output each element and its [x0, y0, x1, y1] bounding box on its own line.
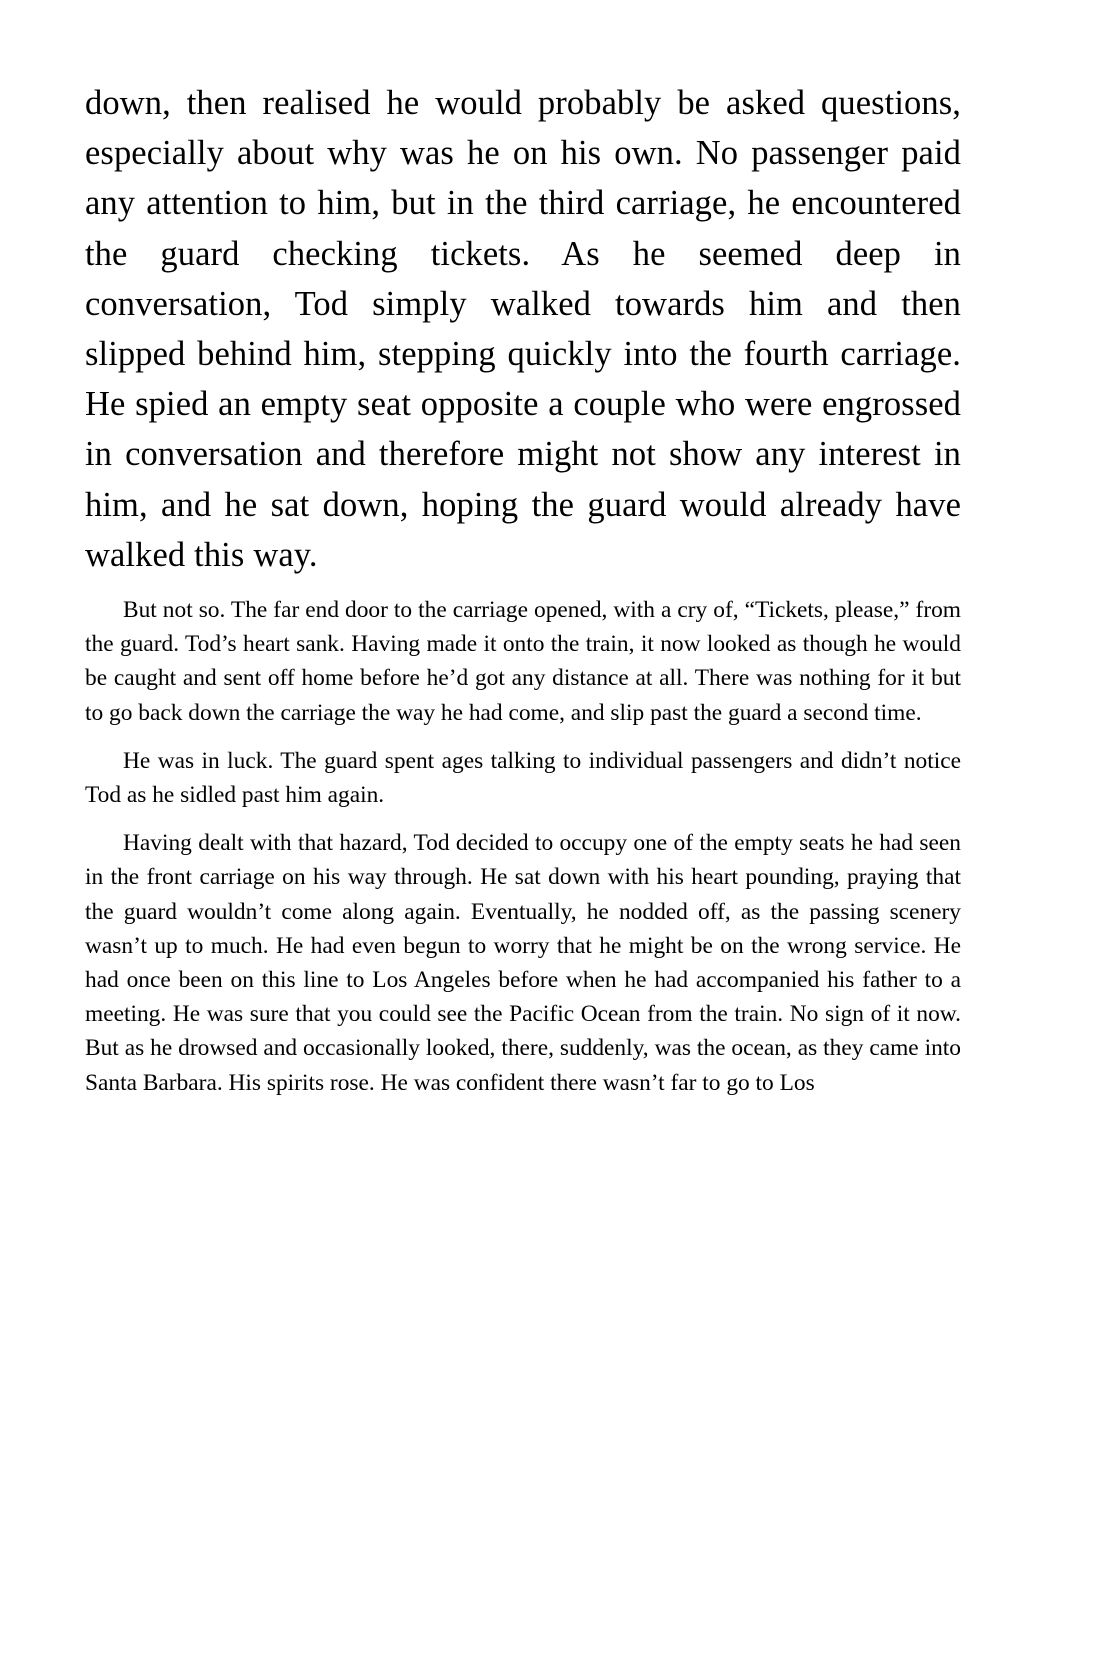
- text-column: [85, 78, 961, 1100]
- continuation-paragraph: down, then realised he would probably be asked questions, especially about why was he on his own. No passenger paid any attention to him, but in the third carriage, he encountered the guard checking tickets. As he seemed deep in conversation, Tod simply walked towards him and then slipped behind him, stepping quickly into the fourth carriage. He spied an empty seat opposite a couple who were engrossed in conversation and therefore might not show any interest in him, and he sat down, hoping the guard would already have walked this way.: [85, 84, 961, 574]
- body-paragraph-2: He was in luck. The guard spent ages talking to individual passengers and didn’t notice Tod as he sidled past him again.: [85, 747, 961, 809]
- body-paragraph-1: But not so. The far end door to the carriage opened, with a cry of, “Tickets, please,” from the guard. Tod’s heart sank. Having made it onto the train, it now looked as though he would be caught and sent off home before he’d got any distance at all. There was nothing for it but to go back down the carriage the way he had come, and slip past the guard a second time.: [85, 597, 961, 726]
- body-paragraph-block: [85, 593, 961, 1100]
- body-paragraph-3: Having dealt with that hazard, Tod decided to occupy one of the empty seats he had seen in the front carriage on his way through. He sat down with his heart pounding, praying that the guard wouldn’t come along again. Eventually, he nodded off, as the passing scenery wasn’t up to much. He had even begun to worry that he might be on the wrong service. He had once been on this line to Los Angeles before when he had accompanied his father to a meeting. He was sure that you could see the Pacific Ocean from the train. No sign of it now. But as he drowsed and occasionally looked, there, suddenly, was the ocean, as they came into Santa Barbara. His spirits rose. He was confident there wasn’t far to go to Los: [85, 830, 961, 1096]
